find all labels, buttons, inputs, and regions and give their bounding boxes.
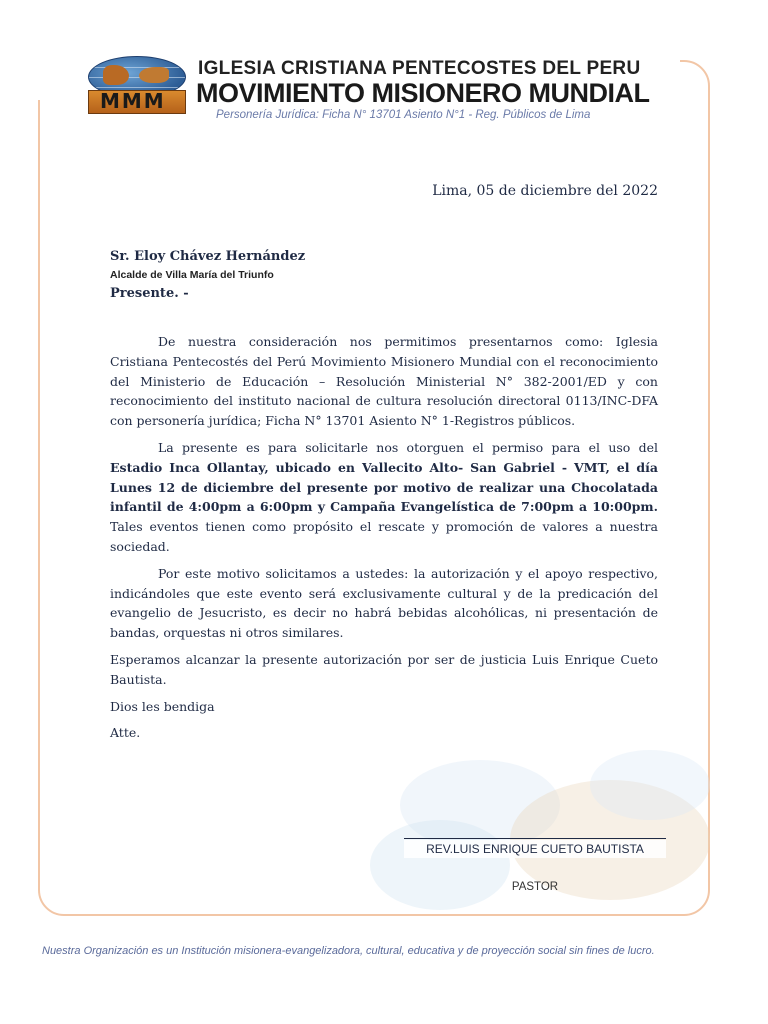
letter-body — [110, 332, 658, 750]
paragraph-conditions: Por este motivo solicitamos a ustedes: la autorización y el apoyo respectivo, indicándoles que este evento será exclusivamente cultural y de la predicación del evangelio de Jesucristo, es decir no habrá bebidas alcohólicas, ni presentación de bandas, orquestas ni otros similares. — [110, 565, 658, 641]
recipient-role: Alcalde de Villa María del Triunfo — [110, 269, 274, 281]
request-purpose: Tales eventos tienen como propósito el rescate y promoción de valores a nuestra sociedad. — [110, 519, 658, 554]
signature-line — [404, 838, 666, 839]
paragraph-request — [110, 438, 658, 557]
request-details: Estadio Inca Ollantay, ubicado en Vallecito Alto- San Gabriel - VMT, el día Lunes 12 de diciembre del presente por motivo de realizar una Chocolatada infantil de 4:00pm a 6:00pm y Campaña Evangelística de 7:00pm a 10:00pm. — [110, 459, 658, 515]
signer-title: PASTOR — [511, 881, 559, 893]
org-legal-registration: Personería Jurídica: Ficha N° 13701 Asiento N°1 - Reg. Públicos de Lima — [216, 109, 591, 121]
signer-name: REV.LUIS ENRIQUE CUETO BAUTISTA — [404, 840, 666, 858]
paragraph-closing: Esperamos alcanzar la presente autorización por ser de justicia Luis Enrique Cueto Bautista. — [110, 651, 658, 687]
paragraph-introduction: De nuestra consideración nos permitimos presentarnos como: Iglesia Cristiana Pentecostés del Perú Movimiento Misionero Mundial con el reconocimiento del Ministerio de Educación – Resolución Ministerial N° 382-2001/ED y con reconocimiento del instituto nacional de cultura resolución directoral 0113/INC-DFA con personería jurídica; Ficha N° 13701 Asiento N° 1-Registros públicos. — [110, 334, 658, 429]
salutation: Presente. - — [110, 286, 189, 301]
letter-date: Lima, 05 de diciembre del 2022 — [432, 183, 658, 199]
blessing: Dios les bendiga — [110, 698, 215, 714]
org-name-line2: MOVIMIENTO MISIONERO MUNDIAL — [196, 78, 650, 108]
letterhead — [88, 54, 688, 124]
request-intro: La presente es para solicitarle nos otorguen el permiso para el uso del — [158, 439, 658, 455]
recipient-name: Sr. Eloy Chávez Hernández — [110, 249, 306, 264]
org-name-line1: IGLESIA CRISTIANA PENTECOSTES DEL PERU — [198, 58, 641, 79]
logo-text: MMM — [100, 89, 166, 113]
sign-off: Atte. — [110, 725, 141, 741]
footer-mission-statement: Nuestra Organización es un Institución misionera-evangelizadora, cultural, educativa y de proyección social sin fines de lucro. — [42, 945, 655, 957]
